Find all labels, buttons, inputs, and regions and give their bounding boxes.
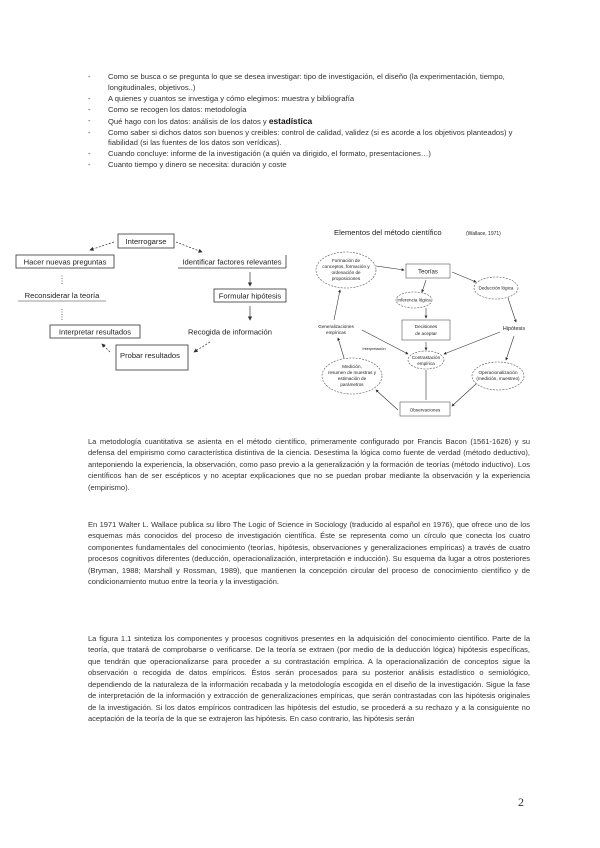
list-item: - Cuanto tiempo y dinero se necesita: duración y coste bbox=[88, 160, 287, 170]
wallace-scientific-method-diagram bbox=[314, 226, 540, 440]
label-decisiones-1: de aceptar bbox=[415, 331, 437, 336]
paragraph-figura: La figura 1.1 sintetiza los componentes y procesos cognitivos presentes en la adquisición del conocimiento científico. Parte de la teoría, que tratará de comprobarse o verificarse. De la teoría se extraen (por medio de la deducción lógica) hipótesis específicas, que tendrán que operacionalizarse para proceder a su contrastación empírica. A la operacionalización de conceptos sigue la observación o recogida de datos empíricos. Éstos serán procesados para su posterior análisis estadístico o semiológico, dependiendo de la naturaleza de la información recabada y la metodología escogida en el diseño de la investigación. Sigue la fase de interpretación de la información y extracción de generalizaciones empíricas, que serán contrastadas con las hipótesis originales de la investigación. Si los datos empíricos contradicen las hipótesis del estudio, se procederá a su rechazo y a la consiguiente no aceptación de la teoría de la que se extrajeron las hipótesis. En caso contrario, las hipótesis serán bbox=[88, 634, 530, 724]
list-item-text: Cuanto tiempo y dinero se necesita: duración y coste bbox=[108, 160, 287, 170]
label-probar-resultados: Probar resultados bbox=[120, 351, 180, 360]
label-formacion-0: Formación de bbox=[331, 258, 361, 263]
list-item-text: Como se busca o se pregunta lo que se desea investigar: tipo de investigación, el diseño (la experimentación, tiempo, longitudinales, objetivos..) bbox=[108, 72, 505, 92]
label-recogida-informacion: Recogida de información bbox=[187, 327, 273, 337]
node-decisiones bbox=[402, 320, 450, 340]
list-item-text: A quienes y cuantos se investiga y cómo elegimos: muestra y bibliografía bbox=[108, 93, 355, 103]
label-contrastacion-1: empírica bbox=[417, 361, 435, 366]
label-medicion-0: Medición, bbox=[342, 364, 362, 369]
label-operacionalizacion-1: (medición, muestreo) bbox=[476, 376, 520, 381]
label-identificar-factores: Identificar factores relevantes bbox=[182, 257, 282, 267]
label-generalizaciones-1: empíricas bbox=[326, 330, 346, 335]
label-hacer-preguntas: Hacer nuevas preguntas bbox=[23, 257, 107, 267]
list-item-text: Cuando concluye: informe de la investigación (a quién va dirigido, el formato, presentaciones…) bbox=[108, 149, 431, 159]
list-item: - Cuando concluye: informe de la investigación (a quién va dirigido, el formato, presentaciones…) bbox=[88, 149, 431, 159]
label-hipotesis: Hipótesis bbox=[502, 326, 526, 332]
label-decisiones-0: Decisiones bbox=[414, 324, 438, 329]
label-formacion-2: ordenación de bbox=[331, 270, 361, 275]
label-interpretacion: Interpretación bbox=[362, 347, 386, 351]
label-reconsiderar-teoria: Reconsiderar la teoría bbox=[24, 291, 100, 300]
diagram-citation: (Wallace, 1971) bbox=[466, 231, 501, 237]
label-medicion-3: parámetros bbox=[340, 382, 364, 387]
paragraph-metodologia: La metodología cuantitativa se asienta en el método científico, primeramente configurado por Francis Bacon (1561-1626) y su defensa del empirismo como característica distintiva de la ciencia. Desestima la lógica como fuente de verdad (método deductivo), anteponiendo la experiencia, la observación, como paso previo a la generalización y la formación de teorías (método inductivo). Los científicos han de ser escépticos y no aceptar explicaciones que no se puedan probar mediante la observación y la experiencia (empirismo). bbox=[88, 437, 530, 492]
label-inferencia-logica: Inferencia lógica bbox=[397, 297, 431, 303]
diagram-title: Elementos del método científico bbox=[334, 228, 442, 237]
list-item-bold: estadística bbox=[268, 115, 313, 126]
list-item-text: Como saber si dichos datos son buenos y creibles: control de calidad, validez (si es acorde a los objetivos planteados) y fiabilidad (si las fuentes de los datos son verídicas). bbox=[108, 127, 513, 148]
label-interpretar-resultados: Interpretar resultados bbox=[58, 327, 132, 337]
list-item: - Como se recogen los datos: metodología bbox=[88, 104, 247, 114]
label-formular-hipotesis: Formular hipótesis bbox=[218, 291, 282, 301]
node-contrastacion bbox=[408, 351, 444, 369]
label-formacion-3: proposiciones bbox=[331, 276, 361, 281]
label-interrogarse: Interrogarse bbox=[125, 237, 167, 246]
research-cycle-diagram bbox=[14, 224, 304, 374]
page-number: 2 bbox=[518, 795, 524, 809]
list-item-text: Como se recogen los datos: metodología bbox=[108, 104, 247, 114]
list-item: - Como saber si dichos datos son buenos y creibles: control de calidad, validez (si es acorde a los objetivos planteados) y fiabilidad (si las fuentes de los datos son verídicas). bbox=[88, 127, 513, 148]
list-item: - Qué hago con los datos: análisis de los datos y estadística bbox=[88, 115, 313, 126]
label-operacionalizacion-0: Operacionalización bbox=[478, 370, 518, 375]
label-formacion-1: conceptos, formación y bbox=[322, 264, 370, 269]
paragraph-wallace: En 1971 Walter L. Wallace publica su libro The Logic of Science in Sociology (traducido al español en 1976), que ofrece uno de los esquemas más conocidos del proceso de investigación científica. Éste se representa como un círculo que conecta los cuatro componentes fundamentales del conocimiento (teorías, hipótesis, observaciones y generalizaciones empíricas) a través de cuatro procesos cognitivos diferentes (deducción, operacionalización, interpretación e inducción). Su esquema da lugar a otros posteriores (Bryman, 1988; Marshall y Rossman, 1989), que mantienen la concepción circular del proceso de conocimiento científico y de condicionamiento mutuo entre la teoría y la investigación. bbox=[88, 520, 530, 587]
label-medicion-2: estimación de bbox=[337, 376, 367, 381]
label-deduccion-logica: Deducción lógica bbox=[478, 285, 514, 291]
list-item-text: Qué hago con los datos: análisis de los datos y bbox=[108, 116, 269, 126]
label-generalizaciones-0: Generalizaciones bbox=[318, 324, 354, 329]
label-contrastacion-0: Contrastación bbox=[411, 355, 441, 360]
label-teorias: Teorías bbox=[418, 269, 438, 276]
list-item: - Como se busca o se pregunta lo que se desea investigar: tipo de investigación, el diseño (la experimentación, tiempo, longitudinales, objetivos..) bbox=[88, 72, 505, 92]
label-observaciones: Observaciones bbox=[409, 407, 441, 413]
list-item: - A quienes y cuantos se investiga y cómo elegimos: muestra y bibliografía bbox=[88, 93, 355, 103]
label-medicion-1: resumen de muestras y bbox=[328, 370, 376, 375]
research-questions-list bbox=[88, 72, 533, 171]
